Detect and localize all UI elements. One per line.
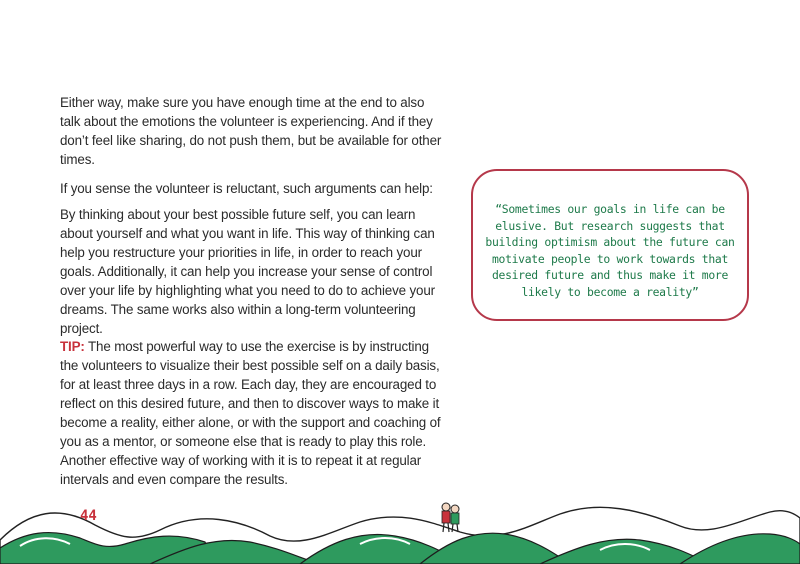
paragraph-emotions <box>60 93 448 169</box>
paragraph-arguments <box>60 205 448 338</box>
paragraph-text: By thinking about your best possible future self, you can learn about yourself and what you want in life. This way of thinking can help you restructure your priorities in life, in order to reach your goals. Additionally, it can help you increase your sense of control over your life by highlighting what you need to do to achieve your dreams. The same works also within a long-term volunteering project. <box>60 207 435 336</box>
tip-paragraph <box>60 337 448 489</box>
paragraph-reluctant-intro <box>60 179 448 198</box>
paragraph-text: If you sense the volunteer is reluctant, such arguments can help: <box>60 181 433 196</box>
hills-illustration <box>0 470 800 564</box>
tip-text: The most powerful way to use the exercise is by instructing the volunteers to visualize their best possible self on a daily basis, for at least three days in a row. Each day, they are encouraged to reflect on this desired future, and then to discover ways to make it become a reality, either alone, or with the support and coaching of you as a mentor, or someone else that is ready to play this role. Another effective way of working with it is to repeat it at regular intervals and even compare the results. <box>60 339 441 487</box>
quote-text: “Sometimes our goals in life can be elusive. But research suggests that building optimism about the future can motivate people to work towards that desired future and thus make it more likely to become a reality” <box>485 202 735 299</box>
page-number: 44 <box>80 508 97 524</box>
paragraph-text: Either way, make sure you have enough time at the end to also talk about the emotions the volunteer is experiencing. And if they don’t feel like sharing, do not push them, but be available for other times. <box>60 95 442 167</box>
tip-label: TIP: <box>60 339 85 354</box>
